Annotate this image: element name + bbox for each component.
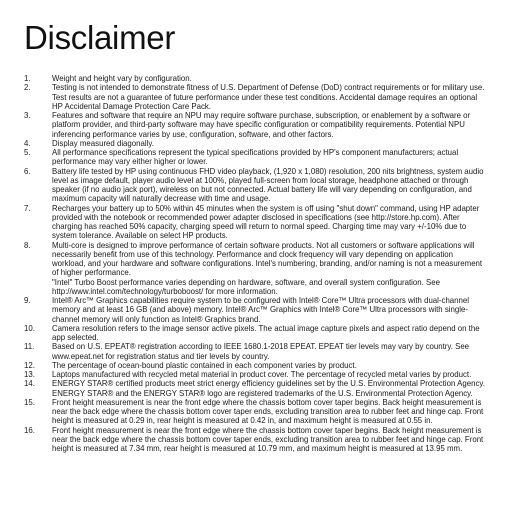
disclaimer-item-text [52, 426, 486, 454]
disclaimer-paragraph: Testing is not intended to demonstrate fitness of U.S. Department of Defense (DoD) contract requirements or for military use. Test results are not a guarantee of future performance under these test conditions. Accidental damage requires an optional HP Accidental Damage Protection Care Pack. [52, 83, 485, 111]
disclaimer-paragraph: Camera resolution refers to the image sensor active pixels. The actual image capture pixels and aspect ratio depend on the app selected. [52, 323, 480, 342]
disclaimer-item-number: 8. [24, 240, 31, 250]
disclaimer-paragraph: "Intel" Turbo Boost performance varies depending on hardware, software, and overall system configuration. See http://www.intel.com/technology/turboboost/ for more information. [52, 277, 440, 296]
disclaimer-item [24, 83, 486, 111]
disclaimer-item-text [52, 296, 486, 324]
disclaimer-item-number: 3. [24, 111, 31, 120]
disclaimer-item-number: 4. [24, 138, 31, 148]
disclaimer-item [24, 398, 486, 426]
disclaimer-paragraph: Front height measurement is near the front edge where the chassis bottom cover taper begins. Back height measurement is near the back edge where the chassis bottom cover taper ends, excluding transition area to rubber feet and hinge cap. Front height is measured at 7.34 mm, rear height is measured at 10.79 mm, and maximum height is measured at 13.95 mm. [52, 425, 484, 453]
disclaimer-item [24, 241, 486, 297]
disclaimer-item-text [52, 74, 486, 83]
disclaimer-item [24, 296, 486, 324]
disclaimer-item-text [52, 111, 486, 139]
disclaimer-paragraph: All performance specifications represent the typical specifications provided by HP's component manufacturers; actual performance may vary either higher or lower. [52, 148, 459, 167]
disclaimer-paragraph: Intel® Arc™ Graphics capabilities require system to be configured with Intel® Core™ Ultra processors with dual-channel memory and at least 16 GB (and above) memory. Intel® Arc™ Graphics with Intel® Core™ Ultra processors with single-channel memory will only function as Intel® Graphics brand. [52, 296, 470, 324]
disclaimer-item-number: 12. [24, 360, 35, 370]
disclaimer-item [24, 370, 486, 379]
disclaimer-paragraph: The percentage of ocean-bound plastic contained in each component varies by product. [52, 360, 357, 370]
disclaimer-item-number: 14. [24, 379, 35, 389]
disclaimer-item [24, 74, 486, 83]
disclaimer-item [24, 426, 486, 454]
disclaimer-item-number: 1. [24, 74, 31, 83]
page-title: Disclaimer [24, 19, 176, 56]
disclaimer-item-text [52, 379, 486, 398]
disclaimer-item-number: 7. [24, 203, 31, 213]
disclaimer-item [24, 167, 486, 204]
disclaimer-item-number: 15. [24, 397, 35, 407]
disclaimer-item [24, 111, 486, 139]
disclaimer-item-text [52, 398, 486, 426]
disclaimer-item-number: 5. [24, 148, 31, 157]
disclaimer-item [24, 204, 486, 241]
disclaimer-item-text [52, 204, 486, 241]
disclaimer-item [24, 379, 486, 398]
disclaimer-paragraph: Recharges your battery up to 50% within 45 minutes when the system is off using "shut down" command, using HP adapter provided with the notebook or recommended power adapter disclosed in specifications (see http://store.hp.com). After charging has reached 50% capacity, charging speed will return to normal speed. Charging time may vary +/-10% due to system tolerance. Available on select HP products. [52, 203, 480, 241]
disclaimer-item-text [52, 148, 486, 167]
disclaimer-item-number: 13. [24, 370, 35, 379]
disclaimer-item-text [52, 361, 486, 370]
disclaimer-item-number: 10. [24, 323, 35, 333]
disclaimer-item-text [52, 83, 486, 111]
disclaimer-item-text [52, 241, 486, 297]
disclaimer-paragraph: Display measured diagonally. [52, 138, 154, 148]
disclaimer-item-number: 16. [24, 425, 35, 435]
disclaimer-item-number: 6. [24, 166, 31, 176]
disclaimer-item [24, 139, 486, 148]
disclaimer-paragraph: Weight and height vary by configuration. [52, 74, 192, 83]
disclaimer-paragraph: Laptops manufactured with recycled metal material in product cover. The percentage of recycled metal varies by product. [52, 370, 472, 379]
disclaimer-item-text [52, 139, 486, 148]
disclaimer-item [24, 342, 486, 361]
disclaimer-item-text [52, 324, 486, 343]
disclaimer-item-number: 2. [24, 83, 31, 93]
disclaimer-paragraph: Front height measurement is near the front edge where the chassis bottom cover taper begins. Back height measurement is near the back edge where the chassis bottom cover taper ends, excluding transition area to rubber feet and hinge cap. Front height is measured at 0.29 in, rear height is measured at 0.42 in, and maximum height is measured at 0.55 in. [52, 397, 484, 426]
disclaimer-item-number: 11. [24, 342, 35, 352]
disclaimer-paragraph: Based on U.S. EPEAT® registration according to IEEE 1680.1-2018 EPEAT. EPEAT tier levels may vary by country. See www.epeat.net for registration status and tier levels by country. [52, 342, 470, 361]
disclaimer-paragraph: Battery life tested by HP using continuous FHD video playback, (1,920 x 1,080) resolution, 200 nits brightness, system audio level as image default, player audio level at 100%, played full-screen from local storage, headphone attached or through speaker (if no audio jack port), wireless on but not connected. Actual battery life will vary depending on configuration, and maximum capacity will naturally decrease with time and usage. [52, 166, 484, 204]
disclaimer-item-text [52, 342, 486, 361]
disclaimer-item [24, 148, 486, 167]
disclaimer-item-number: 9. [24, 296, 31, 305]
disclaimer-paragraph: Multi-core is designed to improve performance of certain software products. Not all customers or software applications will necessarily benefit from use of this technology. Performance and clock frequency will vary depending on application workload, and your hardware and software configurations. Intel's numbering, branding, and/or naming is not a measurement of higher performance. [52, 240, 483, 278]
disclaimer-item [24, 324, 486, 343]
disclaimer-list [24, 74, 486, 453]
disclaimer-item [24, 361, 486, 370]
disclaimer-item-text [52, 370, 486, 379]
disclaimer-paragraph: Features and software that require an NPU may require software purchase, subscription, or enablement by a software or platform provider, and third-party software may have specific configuration or compatibility requirements. Potential NPU inferencing performance varies by use, configuration, software, and other factors. [52, 111, 471, 139]
disclaimer-item-text [52, 167, 486, 204]
disclaimer-paragraph: ENERGY STAR® certified products meet strict energy efficiency guidelines set by the U.S. Environmental Protection Agency. ENERGY STAR® and the ENERGY STAR® logo are registered trademarks of the U.S. Environmental Protection Agency. [52, 379, 485, 398]
